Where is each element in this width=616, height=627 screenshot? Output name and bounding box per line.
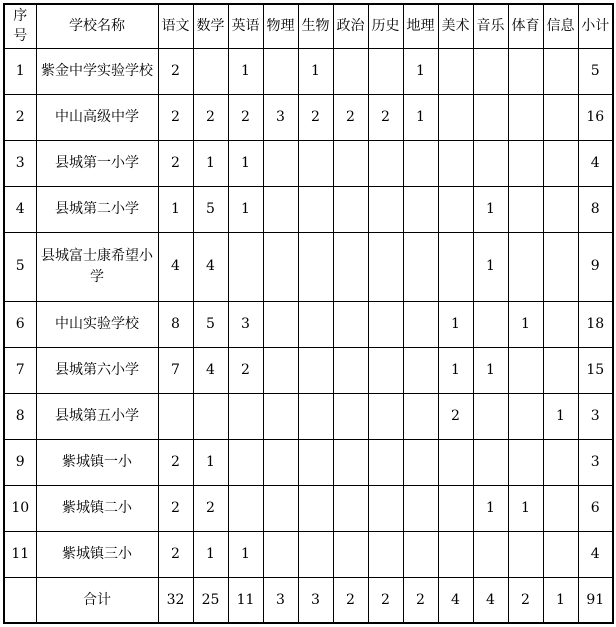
col-math-cell: 4 <box>193 347 228 393</box>
table-row <box>4 485 613 531</box>
col-art-cell: 1 <box>438 347 473 393</box>
school-name-cell: 县城富士康希望小学 <box>36 232 158 301</box>
total-col-it-cell: 1 <box>543 577 578 623</box>
col-index-header: 序号 <box>4 4 36 48</box>
col-physics-cell <box>263 186 298 232</box>
col-chinese-cell: 2 <box>158 439 193 485</box>
table-row <box>4 48 613 94</box>
col-physics-cell <box>263 439 298 485</box>
col-pe-cell: 1 <box>508 301 543 347</box>
col-history-cell <box>368 439 403 485</box>
col-it-cell <box>543 439 578 485</box>
col-history-cell <box>368 485 403 531</box>
col-subtotal-cell: 3 <box>578 393 613 439</box>
school-name-cell: 县城第二小学 <box>36 186 158 232</box>
school-name-cell: 县城第一小学 <box>36 140 158 186</box>
col-it-cell <box>543 485 578 531</box>
school-subject-table <box>3 3 614 624</box>
col-english-cell: 1 <box>228 140 263 186</box>
col-art-cell: 1 <box>438 301 473 347</box>
total-col-politics-cell: 2 <box>333 577 368 623</box>
total-col-chinese-cell: 32 <box>158 577 193 623</box>
col-chinese-cell <box>158 393 193 439</box>
col-math-cell: 2 <box>193 485 228 531</box>
col-math-cell: 2 <box>193 94 228 140</box>
col-english-cell: 2 <box>228 347 263 393</box>
col-math-cell: 1 <box>193 439 228 485</box>
col-art-cell <box>438 531 473 577</box>
col-music-cell <box>473 48 508 94</box>
row-index-cell: 9 <box>4 439 36 485</box>
col-art-header: 美术 <box>438 4 473 48</box>
col-art-cell <box>438 186 473 232</box>
col-politics-cell <box>333 301 368 347</box>
col-english-cell <box>228 485 263 531</box>
col-history-header: 历史 <box>368 4 403 48</box>
col-it-cell <box>543 140 578 186</box>
col-english-header: 英语 <box>228 4 263 48</box>
col-math-cell: 1 <box>193 531 228 577</box>
col-physics-cell <box>263 485 298 531</box>
col-art-cell <box>438 439 473 485</box>
header-row <box>4 4 613 48</box>
row-index-cell: 3 <box>4 140 36 186</box>
col-pe-cell <box>508 347 543 393</box>
table-row <box>4 393 613 439</box>
col-math-cell: 4 <box>193 232 228 301</box>
col-politics-cell <box>333 347 368 393</box>
col-english-cell: 3 <box>228 301 263 347</box>
col-art-cell <box>438 140 473 186</box>
col-chinese-cell: 8 <box>158 301 193 347</box>
total-col-biology-cell: 3 <box>298 577 333 623</box>
col-geography-cell <box>403 347 438 393</box>
col-it-cell <box>543 186 578 232</box>
col-geography-cell <box>403 186 438 232</box>
col-chinese-cell: 4 <box>158 232 193 301</box>
col-pe-cell <box>508 232 543 301</box>
school-name-cell: 紫城镇二小 <box>36 485 158 531</box>
table-body <box>4 48 613 623</box>
row-index-cell: 1 <box>4 48 36 94</box>
col-music-cell <box>473 140 508 186</box>
col-geography-cell: 1 <box>403 94 438 140</box>
col-math-header: 数学 <box>193 4 228 48</box>
col-subtotal-cell: 8 <box>578 186 613 232</box>
col-music-cell <box>473 531 508 577</box>
total-col-art-cell: 4 <box>438 577 473 623</box>
col-music-cell <box>473 301 508 347</box>
col-biology-cell <box>298 393 333 439</box>
col-art-cell <box>438 48 473 94</box>
row-index-cell: 11 <box>4 531 36 577</box>
col-english-cell <box>228 232 263 301</box>
col-math-cell <box>193 393 228 439</box>
col-chinese-cell: 2 <box>158 140 193 186</box>
col-chinese-header: 语文 <box>158 4 193 48</box>
col-biology-cell <box>298 347 333 393</box>
col-politics-cell: 2 <box>333 94 368 140</box>
col-physics-cell <box>263 48 298 94</box>
col-it-cell <box>543 48 578 94</box>
col-biology-cell: 2 <box>298 94 333 140</box>
col-chinese-cell: 7 <box>158 347 193 393</box>
col-physics-cell <box>263 301 298 347</box>
col-music-cell: 1 <box>473 232 508 301</box>
col-politics-header: 政治 <box>333 4 368 48</box>
col-geography-cell: 1 <box>403 48 438 94</box>
col-politics-cell <box>333 232 368 301</box>
row-index-cell: 7 <box>4 347 36 393</box>
total-col-geography-cell: 2 <box>403 577 438 623</box>
col-history-cell <box>368 48 403 94</box>
col-subtotal-header: 小计 <box>578 4 613 48</box>
col-history-cell <box>368 393 403 439</box>
total-col-index-cell <box>4 577 36 623</box>
col-it-cell <box>543 531 578 577</box>
total-col-pe-cell: 2 <box>508 577 543 623</box>
table-row <box>4 439 613 485</box>
col-geography-cell <box>403 393 438 439</box>
col-subtotal-cell: 5 <box>578 48 613 94</box>
table-row <box>4 347 613 393</box>
col-art-cell <box>438 485 473 531</box>
col-pe-cell <box>508 393 543 439</box>
col-history-cell <box>368 140 403 186</box>
col-biology-cell <box>298 140 333 186</box>
col-subtotal-cell: 15 <box>578 347 613 393</box>
col-it-cell <box>543 94 578 140</box>
table-row <box>4 232 613 301</box>
col-subtotal-cell: 9 <box>578 232 613 301</box>
school-name-cell: 中山高级中学 <box>36 94 158 140</box>
col-music-cell <box>473 393 508 439</box>
row-index-cell: 4 <box>4 186 36 232</box>
col-subtotal-cell: 18 <box>578 301 613 347</box>
col-biology-header: 生物 <box>298 4 333 48</box>
col-physics-header: 物理 <box>263 4 298 48</box>
table-row <box>4 140 613 186</box>
school-name-cell: 紫城镇三小 <box>36 531 158 577</box>
school-name-cell: 紫城镇一小 <box>36 439 158 485</box>
col-music-cell: 1 <box>473 186 508 232</box>
table-row <box>4 301 613 347</box>
total-label-cell: 合计 <box>36 577 158 623</box>
col-english-cell <box>228 393 263 439</box>
col-subtotal-cell: 6 <box>578 485 613 531</box>
col-politics-cell <box>333 531 368 577</box>
col-pe-cell <box>508 439 543 485</box>
col-subtotal-cell: 16 <box>578 94 613 140</box>
total-col-physics-cell: 3 <box>263 577 298 623</box>
total-col-history-cell: 2 <box>368 577 403 623</box>
col-it-cell <box>543 232 578 301</box>
col-music-header: 音乐 <box>473 4 508 48</box>
col-pe-cell <box>508 531 543 577</box>
col-english-cell: 2 <box>228 94 263 140</box>
col-pe-cell <box>508 140 543 186</box>
school-name-cell: 紫金中学实验学校 <box>36 48 158 94</box>
total-col-music-cell: 4 <box>473 577 508 623</box>
col-physics-cell <box>263 140 298 186</box>
col-geography-cell <box>403 140 438 186</box>
col-politics-cell <box>333 140 368 186</box>
col-it-cell <box>543 301 578 347</box>
col-english-cell <box>228 439 263 485</box>
col-art-cell: 2 <box>438 393 473 439</box>
col-math-cell: 1 <box>193 140 228 186</box>
col-pe-cell <box>508 94 543 140</box>
col-math-cell <box>193 48 228 94</box>
row-index-cell: 8 <box>4 393 36 439</box>
col-it-cell: 1 <box>543 393 578 439</box>
col-it-header: 信息 <box>543 4 578 48</box>
col-english-cell: 1 <box>228 48 263 94</box>
col-politics-cell <box>333 439 368 485</box>
col-politics-cell <box>333 186 368 232</box>
col-biology-cell <box>298 301 333 347</box>
row-index-cell: 2 <box>4 94 36 140</box>
col-biology-cell <box>298 232 333 301</box>
col-math-cell: 5 <box>193 186 228 232</box>
col-physics-cell <box>263 232 298 301</box>
col-it-cell <box>543 347 578 393</box>
col-history-cell <box>368 347 403 393</box>
row-index-cell: 6 <box>4 301 36 347</box>
col-pe-header: 体育 <box>508 4 543 48</box>
col-geography-cell <box>403 232 438 301</box>
col-history-cell <box>368 301 403 347</box>
col-pe-cell <box>508 48 543 94</box>
col-geography-cell <box>403 531 438 577</box>
col-geography-cell <box>403 439 438 485</box>
col-physics-cell <box>263 393 298 439</box>
col-politics-cell <box>333 48 368 94</box>
total-col-math-cell: 25 <box>193 577 228 623</box>
school-name-cell: 中山实验学校 <box>36 301 158 347</box>
col-biology-cell <box>298 531 333 577</box>
col-pe-cell <box>508 186 543 232</box>
col-english-cell: 1 <box>228 186 263 232</box>
row-index-cell: 5 <box>4 232 36 301</box>
col-geography-cell <box>403 485 438 531</box>
total-col-english-cell: 11 <box>228 577 263 623</box>
col-chinese-cell: 2 <box>158 94 193 140</box>
col-chinese-cell: 1 <box>158 186 193 232</box>
col-physics-cell <box>263 347 298 393</box>
col-subtotal-cell: 4 <box>578 140 613 186</box>
col-music-cell <box>473 94 508 140</box>
col-subtotal-cell: 3 <box>578 439 613 485</box>
table-row <box>4 531 613 577</box>
col-biology-cell <box>298 439 333 485</box>
col-history-cell <box>368 186 403 232</box>
col-geography-cell <box>403 301 438 347</box>
total-row <box>4 577 613 623</box>
col-geography-header: 地理 <box>403 4 438 48</box>
col-physics-cell: 3 <box>263 94 298 140</box>
col-history-cell: 2 <box>368 94 403 140</box>
col-biology-cell: 1 <box>298 48 333 94</box>
col-music-cell: 1 <box>473 485 508 531</box>
col-politics-cell <box>333 485 368 531</box>
col-politics-cell <box>333 393 368 439</box>
table-row <box>4 186 613 232</box>
col-history-cell <box>368 232 403 301</box>
col-pe-cell: 1 <box>508 485 543 531</box>
col-math-cell: 5 <box>193 301 228 347</box>
col-chinese-cell: 2 <box>158 48 193 94</box>
col-art-cell <box>438 94 473 140</box>
school-name-cell: 县城第六小学 <box>36 347 158 393</box>
col-subtotal-cell: 4 <box>578 531 613 577</box>
total-col-subtotal-cell: 91 <box>578 577 613 623</box>
col-physics-cell <box>263 531 298 577</box>
col-chinese-cell: 2 <box>158 485 193 531</box>
table-row <box>4 94 613 140</box>
col-music-cell <box>473 439 508 485</box>
col-school-name-header: 学校名称 <box>36 4 158 48</box>
col-biology-cell <box>298 485 333 531</box>
col-biology-cell <box>298 186 333 232</box>
col-chinese-cell: 2 <box>158 531 193 577</box>
row-index-cell: 10 <box>4 485 36 531</box>
col-music-cell: 1 <box>473 347 508 393</box>
col-english-cell: 1 <box>228 531 263 577</box>
col-art-cell <box>438 232 473 301</box>
col-history-cell <box>368 531 403 577</box>
school-name-cell: 县城第五小学 <box>36 393 158 439</box>
